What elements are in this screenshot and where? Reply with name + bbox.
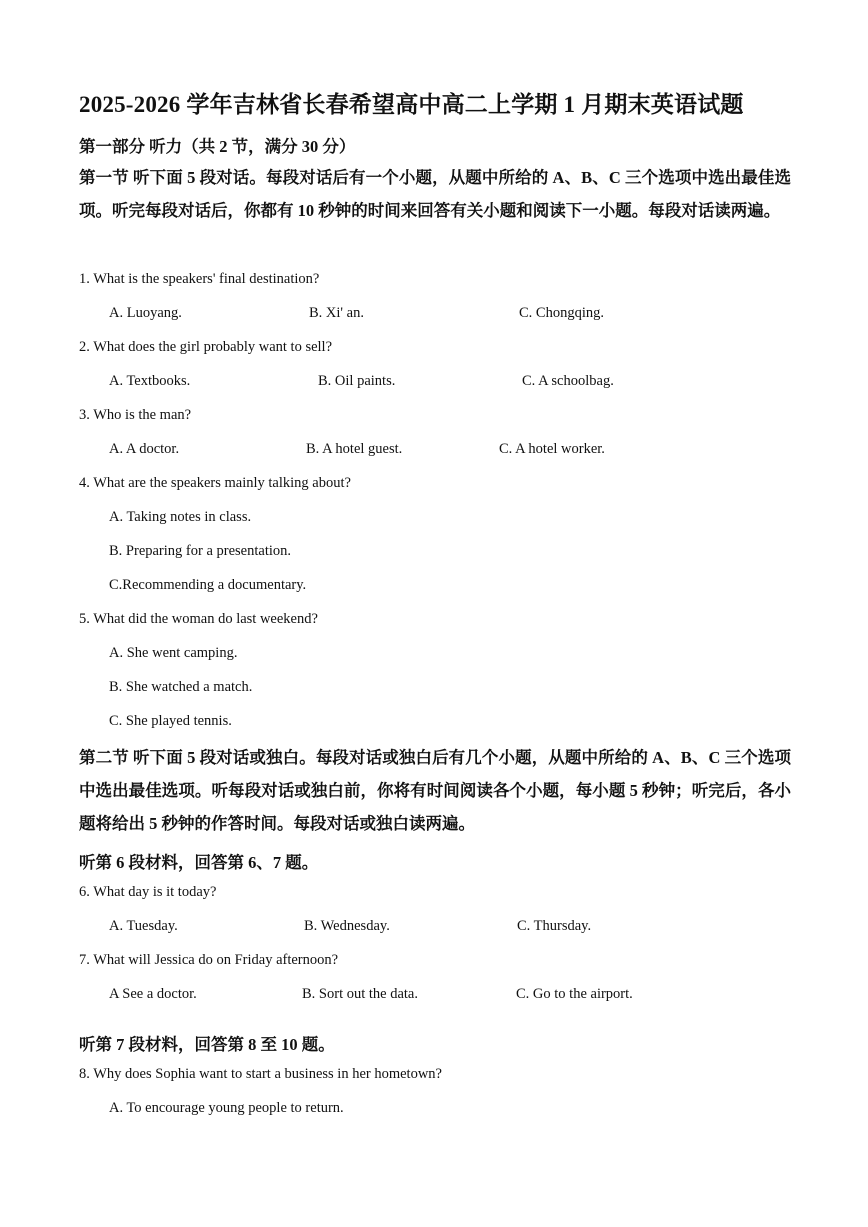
- part1-heading: 第一部分 听力（共 2 节，满分 30 分）: [79, 137, 356, 156]
- material6-heading: 听第 6 段材料，回答第 6、7 题。: [79, 853, 319, 872]
- page-title: 2025-2026 学年吉林省长春希望高中高二上学期 1 月期末英语试题: [79, 92, 744, 117]
- q7-option-a: A See a doctor.: [109, 986, 197, 1002]
- question-5: 5. What did the woman do last weekend?: [79, 611, 318, 627]
- question-7: 7. What will Jessica do on Friday afternoon?: [79, 952, 339, 968]
- q7-option-b: B. Sort out the data.: [302, 986, 418, 1002]
- q6-option-a: A. Tuesday.: [109, 918, 178, 934]
- q5-option-c: C. She played tennis.: [109, 713, 232, 729]
- question-3: 3. Who is the man?: [79, 407, 192, 423]
- question-8: 8. Why does Sophia want to start a business in her hometown?: [79, 1066, 442, 1082]
- q2-option-c: C. A schoolbag.: [522, 373, 614, 389]
- q5-option-a: A. She went camping.: [109, 645, 238, 661]
- q3-option-c: C. A hotel worker.: [499, 441, 605, 457]
- q4-option-a: A. Taking notes in class.: [109, 509, 252, 525]
- q1-option-b: B. Xi' an.: [309, 305, 364, 321]
- q8-option-a: A. To encourage young people to return.: [109, 1100, 344, 1116]
- question-1: 1. What is the speakers' final destination?: [79, 271, 320, 287]
- q1-option-c: C. Chongqing.: [519, 305, 604, 321]
- q4-option-c: C.Recommending a documentary.: [109, 577, 307, 593]
- q7-option-c: C. Go to the airport.: [516, 986, 633, 1002]
- q3-option-b: B. A hotel guest.: [306, 441, 403, 457]
- question-4: 4. What are the speakers mainly talking about?: [79, 475, 351, 491]
- q6-option-b: B. Wednesday.: [304, 918, 390, 934]
- question-2: 2. What does the girl probably want to sell?: [79, 339, 333, 355]
- section2-instructions: 第二节 听下面 5 段对话或独白。每段对话或独白后有几个小题，从题中所给的 A、B、C 三个选项中选出最佳选项。听每段对话或独白前，你将有时间阅读各个小题，每小题 5 秒钟；听完后，各小题将给出 5 秒钟的作答时间。每段对话或独白读两遍。: [79, 748, 791, 833]
- section1-instructions: 第一节 听下面 5 段对话。每段对话后有一个小题，从题中所给的 A、B、C 三个选项中选出最佳选项。听完每段对话后，你都有 10 秒钟的时间来回答有关小题和阅读下一小题。每段对话读两遍。: [79, 168, 791, 220]
- q3-option-a: A. A doctor.: [109, 441, 180, 457]
- q6-option-c: C. Thursday.: [517, 918, 592, 934]
- material7-heading: 听第 7 段材料，回答第 8 至 10 题。: [79, 1035, 335, 1054]
- q4-option-b: B. Preparing for a presentation.: [109, 543, 292, 559]
- question-6: 6. What day is it today?: [79, 884, 217, 900]
- q1-option-a: A. Luoyang.: [109, 305, 182, 321]
- q5-option-b: B. She watched a match.: [109, 679, 253, 695]
- q2-option-a: A. Textbooks.: [109, 373, 191, 389]
- q2-option-b: B. Oil paints.: [318, 373, 396, 389]
